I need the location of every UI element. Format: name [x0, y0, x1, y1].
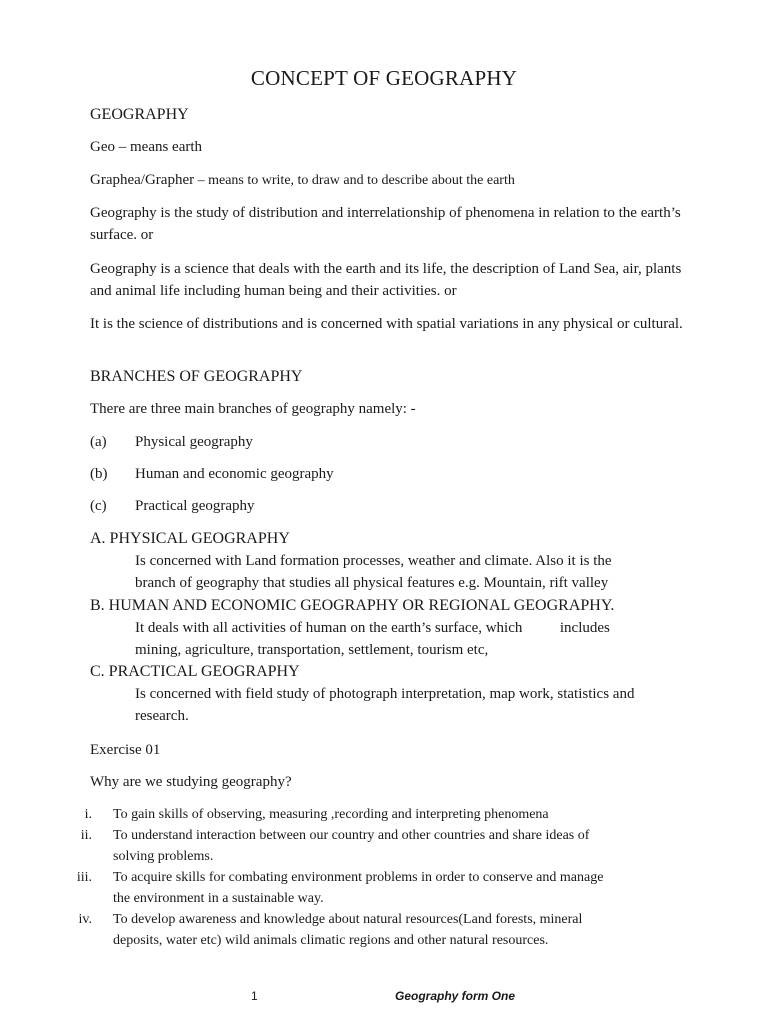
- branch-label-b: (b): [90, 466, 108, 482]
- definition-paragraph-3: It is the science of distributions and is concerned with spatial variations in any physical or cultural.: [90, 316, 683, 332]
- reason-3-line-2: the environment in a sustainable way.: [113, 891, 324, 906]
- reason-3-line-1: To acquire skills for combating environment problems in order to conserve and manage: [113, 870, 604, 885]
- section-c-line-1: Is concerned with field study of photograph interpretation, map work, statistics and: [135, 686, 635, 702]
- branch-label-c: (c): [90, 498, 107, 514]
- branch-item-b: Human and economic geography: [135, 466, 334, 482]
- branches-intro: There are three main branches of geography namely: -: [90, 401, 416, 417]
- reason-2-line-2: solving problems.: [113, 849, 214, 864]
- exercise-question: Why are we studying geography?: [90, 774, 292, 790]
- branches-heading: BRANCHES OF GEOGRAPHY: [90, 368, 303, 385]
- definition-paragraph-1: Geography is the study of distribution and interrelationship of phenomena in relation to the earth’s surface. or: [90, 205, 681, 243]
- section-b-heading: B. HUMAN AND ECONOMIC GEOGRAPHY OR REGIONAL GEOGRAPHY.: [90, 597, 615, 614]
- reason-number-4: iv.: [78, 912, 92, 927]
- reason-2-line-1: To understand interaction between our country and other countries and share ideas of: [113, 828, 590, 843]
- reason-number-3: iii.: [76, 870, 92, 885]
- section-a-heading: A. PHYSICAL GEOGRAPHY: [90, 530, 290, 547]
- branch-label-a: (a): [90, 434, 107, 450]
- definition-paragraph-2: Geography is a science that deals with the earth and its life, the description of Land Sea, air, plants and animal life including human being and their activities. or: [90, 261, 682, 299]
- exercise-label: Exercise 01: [90, 742, 161, 758]
- reason-number-1: i.: [84, 807, 92, 822]
- branch-item-c: Practical geography: [135, 498, 255, 514]
- section-b-line-1: It deals with all activities of human on the earth’s surface, which includes: [135, 620, 610, 636]
- section-c-line-2: research.: [135, 708, 189, 724]
- page-title: CONCEPT OF GEOGRAPHY: [250, 66, 518, 90]
- page-number: 1: [251, 989, 258, 1003]
- section-heading-geography: GEOGRAPHY: [90, 106, 189, 123]
- section-c-heading: C. PRACTICAL GEOGRAPHY: [90, 663, 300, 680]
- graphea-term: Graphea/Grapher: [90, 172, 195, 188]
- reason-4-line-2: deposits, water etc) wild animals climatic regions and other natural resources.: [113, 933, 549, 948]
- geo-definition: Geo – means earth: [90, 139, 203, 155]
- section-b-line-2: mining, agriculture, transportation, settlement, tourism etc,: [135, 642, 489, 658]
- branch-item-a: Physical geography: [135, 434, 253, 450]
- reason-1-line-1: To gain skills of observing, measuring ,recording and interpreting phenomena: [113, 807, 549, 822]
- section-a-line-2: branch of geography that studies all physical features e.g. Mountain, rift valley: [135, 575, 609, 591]
- graphea-definition: [90, 172, 515, 189]
- footer-title: Geography form One: [395, 989, 516, 1003]
- section-a-line-1: Is concerned with Land formation processes, weather and climate. Also it is the: [135, 553, 612, 569]
- graphea-meaning: – means to write, to draw and to describe about the earth: [194, 173, 515, 188]
- reason-4-line-1: To develop awareness and knowledge about natural resources(Land forests, mineral: [113, 912, 583, 927]
- reason-number-2: ii.: [80, 828, 92, 843]
